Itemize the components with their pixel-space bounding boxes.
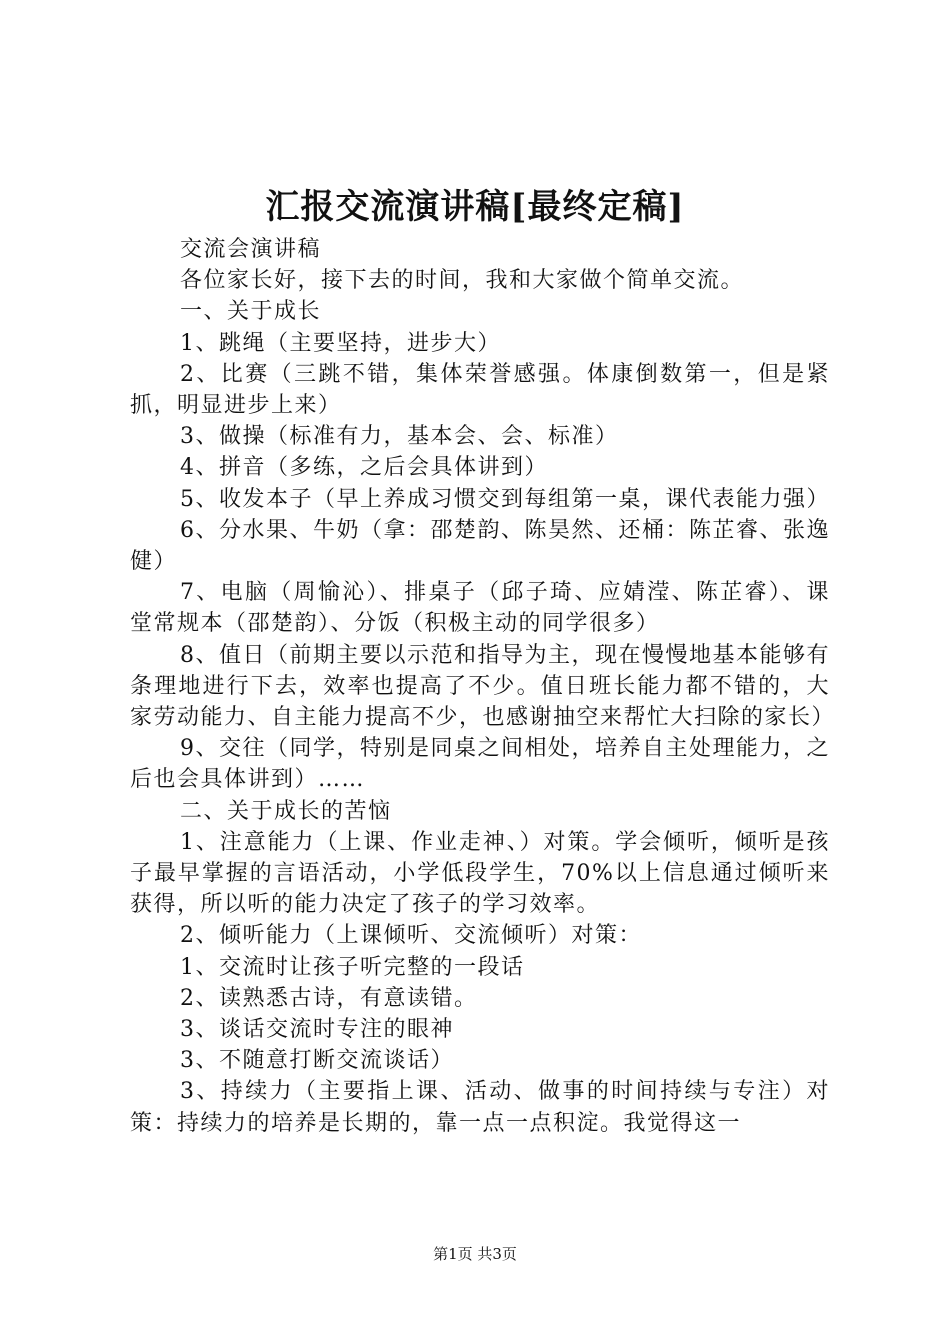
list-item: 1、注意能力（上课、作业走神、）对策。学会倾听，倾听是孩子最早掌握的言语活动，小学低段学生，70%以上信息通过倾听来获得，所以听的能力决定了孩子的学习效率。 xyxy=(130,829,830,918)
paragraph: 各位家长好，接下去的时间，我和大家做个简单交流。 xyxy=(180,268,745,294)
list-item: 8、值日（前期主要以示范和指导为主，现在慢慢地基本能够有条理地进行下去，效率也提高了不少。值日班长能力都不错的，大家劳动能力、自主能力提高不少，也感谢抽空来帮忙大扫除的家长） xyxy=(130,642,836,731)
list-item: 9、交往（同学，特别是同桌之间相处，培养自主处理能力，之后也会具体讲到）…… xyxy=(130,736,830,793)
list-item: 2、倾听能力（上课倾听、交流倾听）对策： xyxy=(180,923,642,949)
list-item: 2、比赛（三跳不错，集体荣誉感强。体康倒数第一，但是紧抓，明显进步上来） xyxy=(130,361,830,419)
list-item: 3、谈话交流时专注的眼神 xyxy=(180,1017,454,1043)
list-item: 6、分水果、牛奶（拿：邵楚韵、陈昊然、还桶：陈芷睿、张逸健） xyxy=(130,517,830,575)
section-heading: 一、关于成长 xyxy=(180,299,322,325)
list-item: 1、跳绳（主要坚持，进步大） xyxy=(180,330,501,356)
list-item: 7、电脑（周愉沁）、排桌子（邱子琦、应婧滢、陈芷睿）、课堂常规本（邵楚韵）、分饭（积极主动的同学很多） xyxy=(130,580,830,637)
page-footer: 第1页 共3页 xyxy=(433,1245,517,1263)
list-item: 2、读熟悉古诗，有意读错。 xyxy=(180,985,478,1011)
list-item: 3、做操（标准有力，基本会、会、标准） xyxy=(180,424,619,450)
paragraph: 交流会演讲稿 xyxy=(180,237,322,262)
list-item: 5、收发本子（早上养成习惯交到每组第一桌，课代表能力强） xyxy=(180,486,830,512)
list-item: 1、交流时让孩子听完整的一段话 xyxy=(180,954,525,980)
document-title: 汇报交流演讲稿[最终定稿] xyxy=(265,187,685,227)
section-heading: 二、关于成长的苦恼 xyxy=(180,798,392,824)
document-body xyxy=(130,234,836,1139)
list-item: 3、持续力（主要指上课、活动、做事的时间持续与专注）对策：持续力的培养是长期的，靠一点一点积淀。我觉得这一 xyxy=(130,1079,830,1136)
list-item: 3、不随意打断交流谈话） xyxy=(180,1048,454,1074)
list-item: 4、拼音（多练，之后会具体讲到） xyxy=(180,455,548,481)
